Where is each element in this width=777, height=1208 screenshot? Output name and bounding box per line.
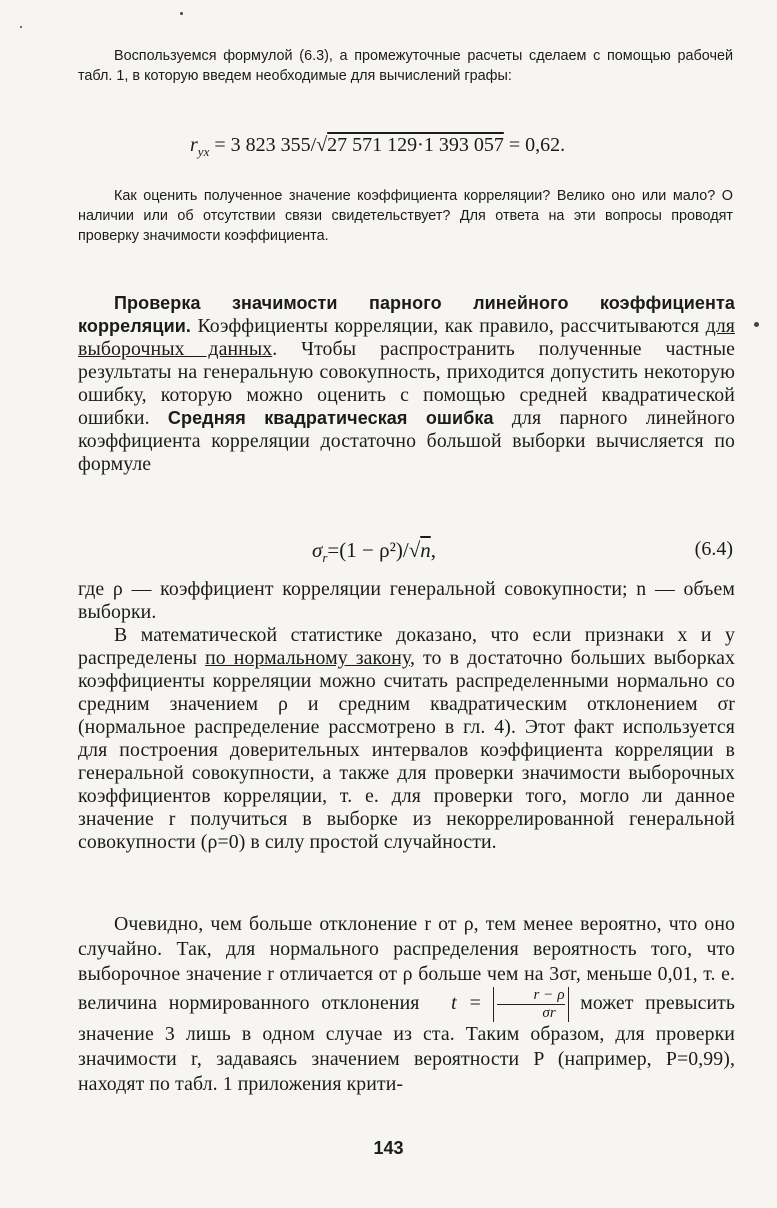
sigma-formula (312, 538, 436, 566)
correlation-formula: $r_{yx} = 3$ 823 355/√27 571 129·1 393 057 = 0,62. (190, 134, 566, 159)
question-text: Как оценить полученное значение коэффициента корреляции? Велико оно или мало? О наличии или об отсутствии связи свидетельствует? Для ответа на эти вопросы проводят проверку значимости коэффициента. (78, 188, 733, 244)
question-paragraph (78, 186, 733, 246)
sigma-sub: r (322, 550, 328, 566)
p1-part-c: для парного линейного коэффициента корреляции достаточно большой выборки вычисляется по формуле (78, 407, 735, 475)
p1-bold-term: Средняя квадратическая ошибка (167, 408, 494, 428)
sigma-rest: =(1 − ρ²)/√ (327, 538, 421, 562)
p3-part-b: может превысить значение 3 лишь в одном случае из ста. Таким образом, для проверки значимости r, задаваясь значением вероятности P (например, P=0,99), находят по табл. 1 приложения крити- (78, 992, 735, 1095)
formula-root: 27 571 129·1 393 057 (327, 134, 504, 156)
t-numerator: r − ρ (497, 987, 564, 1005)
section-significance (78, 292, 735, 476)
p1-part-a: Коэффициенты корреляции, как правило, рассчитываются (197, 315, 706, 337)
p3-part-a: Очевидно, чем больше отклонение r от ρ, тем менее вероятно, что оно случайно. Так, для нормального распределения вероятность того, что выборочное значение r отличается от ρ больше чем на 3σr, меньше 0,01, т. е. величина нормированного отклонения (78, 913, 735, 1015)
where-text: где ρ — коэффициент корреляции генеральной совокупности; n — объем выборки. (78, 578, 735, 623)
p2-part-a: В математической статистике доказано, что если признаки x и y распределены (78, 624, 735, 669)
sigma-n: n (420, 538, 431, 562)
page-number: 143 (373, 1138, 404, 1158)
formula-tail: = 0,62. (503, 134, 566, 156)
formula-rest: = 3 823 355/ (209, 134, 317, 156)
p2-part-b: , то в достаточно больших выборках коэффициенты корреляции можно считать распределенными нормально со средним значением ρ и средним квадратическим отклонением σr (нормальное распределение рассмотрено в гл. 4). Этот факт используется для построения доверительных интервалов коэффициента корреляции в генеральной совокупности, а также для проверки значимости выборочных коэффициентов корреляции, т. е. для проверки того, могло ли данное значение r получиться в выборке из некоррелированной генеральной совокупности (ρ=0) в силу простой случайности. (78, 647, 735, 853)
sigma-tail: , (430, 538, 436, 562)
t-lhs: t = (451, 992, 482, 1015)
formula-lhs: r (190, 134, 198, 156)
normal-distribution-paragraph (78, 624, 735, 854)
p1-underlined: для выборочных данных (78, 315, 735, 360)
intro-paragraph (78, 46, 733, 86)
print-speck (180, 12, 183, 15)
deviation-paragraph (78, 912, 735, 1097)
t-fraction (493, 987, 568, 1022)
print-speck (754, 322, 759, 327)
print-speck (20, 26, 22, 28)
formula-sub: yx (197, 144, 210, 159)
sigma-lhs: σ (312, 538, 323, 562)
where-paragraph (78, 578, 735, 624)
section-heading: Проверка значимости парного линейного коэффициента корреляции. (78, 293, 735, 336)
p2-underlined: по нормальному закону (205, 647, 410, 669)
t-denominator: σr (542, 1005, 556, 1021)
p1-part-b: . Чтобы распространить полученные частные результаты на генеральную совокупность, приходится допустить некоторую ошибку, которую можно оценить с помощью средней квадратической ошибки. (78, 338, 735, 429)
equation-number: (6.4) (694, 538, 733, 560)
intro-text: Воспользуемся формулой (6.3), а промежуточные расчеты сделаем с помощью рабочей табл. 1, в которую введем необходимые для вычислений графы: (78, 48, 733, 84)
